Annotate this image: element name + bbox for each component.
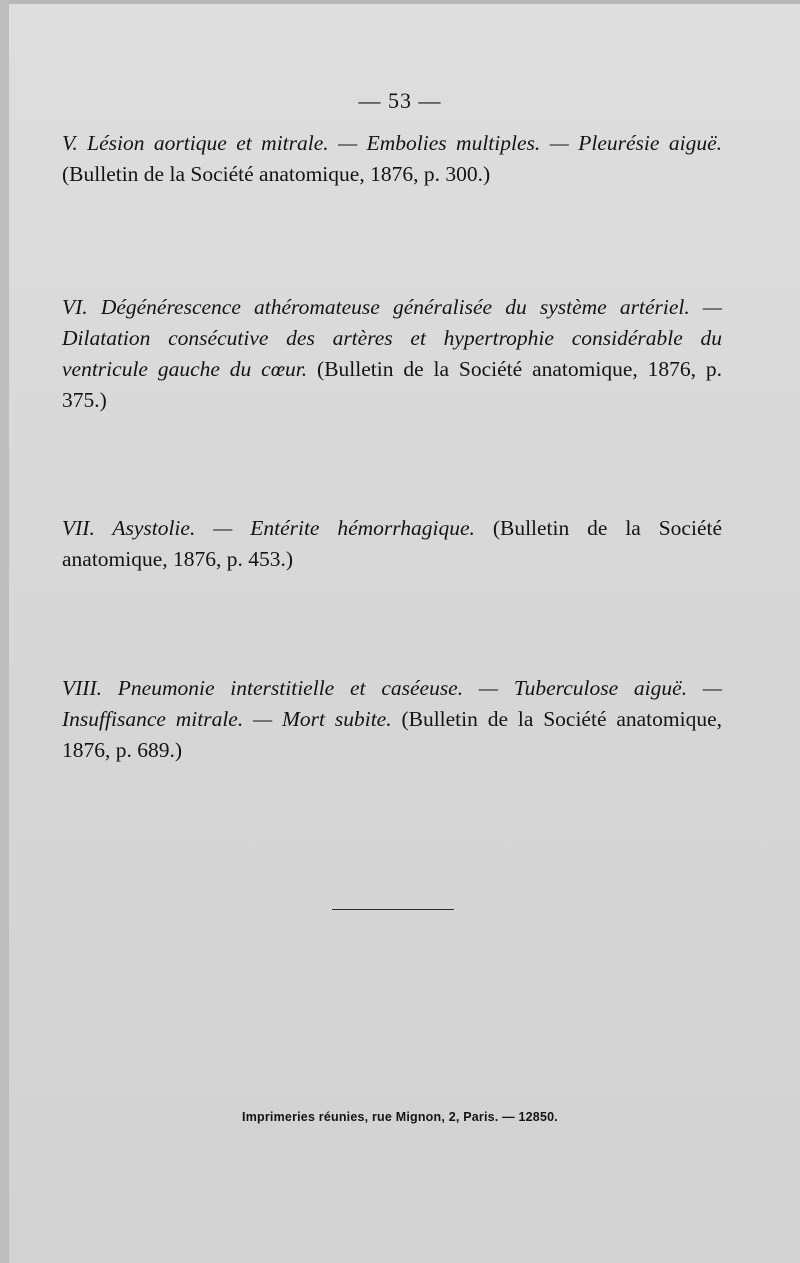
entry-title: VII. Asystolie. — Entérite hémorrhagique. xyxy=(62,516,475,540)
printer-imprint: Imprimeries réunies, rue Mignon, 2, Paris. — 12850. xyxy=(242,1110,558,1124)
entry-viii xyxy=(62,673,722,766)
entry-citation: (Bulletin de la Société anatomique, 1876, p. 300.) xyxy=(62,162,491,186)
entry-v xyxy=(62,128,722,190)
page-left-edge xyxy=(0,0,9,1263)
entry-vii xyxy=(62,513,722,575)
entry-citation: (Bulletin de la Société anatomique, 1876, p. 375.) xyxy=(62,357,722,412)
entry-citation: (Bulletin de la Société anatomique, 1876, p. 689.) xyxy=(62,707,722,762)
separator-rule xyxy=(332,909,454,910)
entry-title: V. Lésion aortique et mitrale. — Embolies multiples. — Pleurésie aiguë. xyxy=(62,131,722,155)
entry-citation: (Bulletin de la Société anatomique, 1876, p. 453.) xyxy=(62,516,722,571)
entry-title: VI. Dégénérescence athéromateuse généralisée du système artériel. — Dilatation consécutive des artères et hypertrophie considérable du ventricule gauche du cœur. xyxy=(62,295,722,381)
entry-vi xyxy=(62,292,722,416)
entry-title: VIII. Pneumonie interstitielle et caséeuse. — Tuberculose aiguë. — Insuffisance mitrale. — Mort subite. xyxy=(62,676,722,731)
page-number: — 53 — xyxy=(358,88,442,113)
page-top-edge xyxy=(0,0,800,4)
